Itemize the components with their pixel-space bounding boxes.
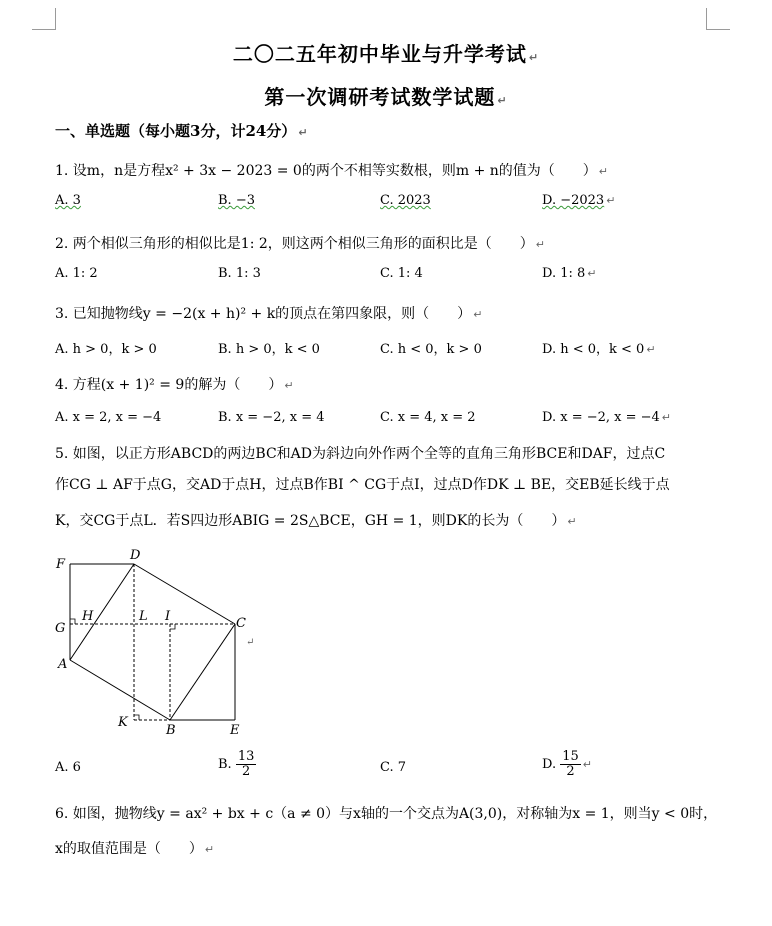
question-3-option-b: B. h > 0，k < 0 — [218, 342, 320, 357]
question-5-line-2: 作CG ⊥ AF于点G，交AD于点H，过点B作BI ^ CG于点I，过点D作DK ⊥ BE，交EB延长线于点 — [55, 477, 670, 493]
question-4-option-a: A. x = 2, x = −4 — [55, 410, 162, 425]
question-2-option-d — [542, 266, 597, 281]
question-5-line-3-text: K，交CG于点L．若S四边形ABIG = 2S△BCE，GH = 1，则DK的长为（ ） — [55, 513, 566, 529]
question-3-stem — [55, 303, 482, 323]
fraction-13-over-2 — [236, 750, 257, 779]
paragraph-mark: ↵ — [535, 238, 546, 251]
segment-dc — [134, 564, 235, 624]
fraction-15-over-2 — [560, 750, 581, 779]
right-angle-mark-i — [170, 624, 175, 629]
question-2-text: 2. 两个相似三角形的相似比是1: 2，则这两个相似三角形的面积比是（ ） — [55, 236, 534, 252]
question-2-option-a: A. 1: 2 — [55, 266, 98, 281]
question-3-text: 3. 已知抛物线y = −2(x + h)² + k的顶点在第四象限，则（ ） — [55, 306, 472, 322]
label-l: L — [139, 609, 148, 624]
question-2-stem — [55, 233, 545, 253]
question-2-option-b: B. 1: 3 — [218, 266, 261, 281]
label-b: B — [166, 723, 176, 738]
question-1-stem — [55, 160, 608, 180]
section-heading — [55, 120, 308, 141]
question-2-option-c: C. 1: 4 — [380, 266, 423, 281]
paragraph-mark: ↵ — [567, 515, 577, 528]
question-5-line-3 — [55, 510, 577, 530]
question-6-line-2-text: x的取值范围是（ ） — [55, 841, 203, 857]
fraction-denominator: 2 — [241, 764, 251, 779]
question-6-line-2 — [55, 838, 214, 858]
label-k: K — [118, 715, 128, 730]
question-5-option-d — [542, 750, 592, 779]
label-d: D — [130, 548, 141, 563]
paragraph-mark: ↵ — [598, 165, 608, 178]
question-1-option-a: A. 3 — [55, 193, 81, 208]
fraction-numerator: 13 — [237, 749, 255, 764]
question-2-option-d-text: D. 1: 8 — [542, 266, 586, 281]
segment-ba — [70, 660, 170, 720]
fraction-numerator: 15 — [562, 749, 579, 764]
paragraph-mark: ↵ — [284, 379, 294, 392]
question-4-option-c: C. x = 4, x = 2 — [380, 410, 476, 425]
figure-paragraph-mark: ↵ — [246, 637, 255, 648]
label-c: C — [236, 616, 246, 631]
question-5-line-1: 5. 如图，以正方形ABCD的两边BC和AD为斜边向外作两个全等的直角三角形BCE和DAF，过点C — [55, 446, 666, 462]
question-3-option-c: C. h < 0，k > 0 — [380, 342, 482, 357]
question-1-option-b: B. −3 — [218, 193, 255, 208]
question-4-option-d-text: D. x = −2, x = −4 — [542, 410, 660, 425]
question-5-option-a: A. 6 — [55, 760, 81, 775]
question-5-geometry-figure — [50, 545, 265, 740]
question-5-option-d-letter: D. — [542, 757, 557, 772]
label-a: A — [58, 657, 68, 672]
question-3-option-d-text: D. h < 0，k < 0 — [542, 342, 645, 357]
label-i: I — [165, 609, 171, 624]
label-h: H — [82, 609, 94, 624]
paragraph-mark: ↵ — [606, 194, 616, 207]
exam-subtitle — [0, 81, 772, 110]
question-4-stem — [55, 374, 294, 394]
question-4-option-d — [542, 410, 671, 425]
paragraph-mark: ↵ — [646, 343, 656, 356]
section-heading-text: 一、单选题（每小题3分，计24分） — [55, 122, 297, 140]
question-5-option-b-letter: B. — [218, 757, 232, 772]
exam-title-text: 二〇二五年初中毕业与升学考试 — [232, 42, 527, 66]
paragraph-mark: ↵ — [473, 308, 483, 321]
question-1-text: 1. 设m，n是方程x² + 3x − 2023 = 0的两个不相等实数根，则m + n的值为（ ） — [55, 163, 597, 179]
segment-ad — [70, 564, 134, 660]
label-f: F — [56, 557, 66, 572]
question-6-line-1: 6. 如图，抛物线y = ax² + bx + c（a ≠ 0）与x轴的一个交点为A(3,0)，对称轴为x = 1，则当y < 0时， — [55, 806, 718, 822]
label-g: G — [55, 621, 66, 636]
paragraph-mark: ↵ — [497, 94, 508, 107]
question-1-option-d — [542, 193, 615, 208]
paragraph-mark: ↵ — [582, 758, 592, 771]
paragraph-mark: ↵ — [587, 267, 597, 280]
crop-mark-left-vertical — [55, 8, 56, 30]
segment-cb — [170, 624, 235, 720]
question-1-option-d-text: D. −2023 — [542, 193, 605, 208]
question-4-option-b: B. x = −2, x = 4 — [218, 410, 325, 425]
question-5-option-b — [218, 750, 256, 779]
question-3-option-a: A. h > 0，k > 0 — [55, 342, 157, 357]
fraction-denominator: 2 — [566, 764, 575, 779]
question-5-option-c: C. 7 — [380, 760, 407, 775]
label-e: E — [230, 723, 240, 738]
paragraph-mark: ↵ — [204, 843, 215, 856]
crop-mark-right-vertical — [706, 8, 707, 30]
exam-subtitle-text: 第一次调研考试数学试题 — [264, 85, 496, 109]
question-3-option-d — [542, 338, 656, 357]
right-angle-mark-k — [134, 715, 139, 720]
paragraph-mark: ↵ — [298, 126, 308, 139]
crop-mark-right-horizontal — [706, 29, 730, 30]
question-4-text: 4. 方程(x + 1)² = 9的解为（ ） — [55, 377, 283, 393]
paragraph-mark: ↵ — [661, 411, 672, 424]
crop-mark-left-horizontal — [32, 29, 56, 30]
exam-title — [0, 38, 772, 67]
question-1-option-c: C. 2023 — [380, 193, 431, 208]
right-angle-mark-g — [70, 619, 75, 624]
paragraph-mark: ↵ — [528, 51, 540, 64]
